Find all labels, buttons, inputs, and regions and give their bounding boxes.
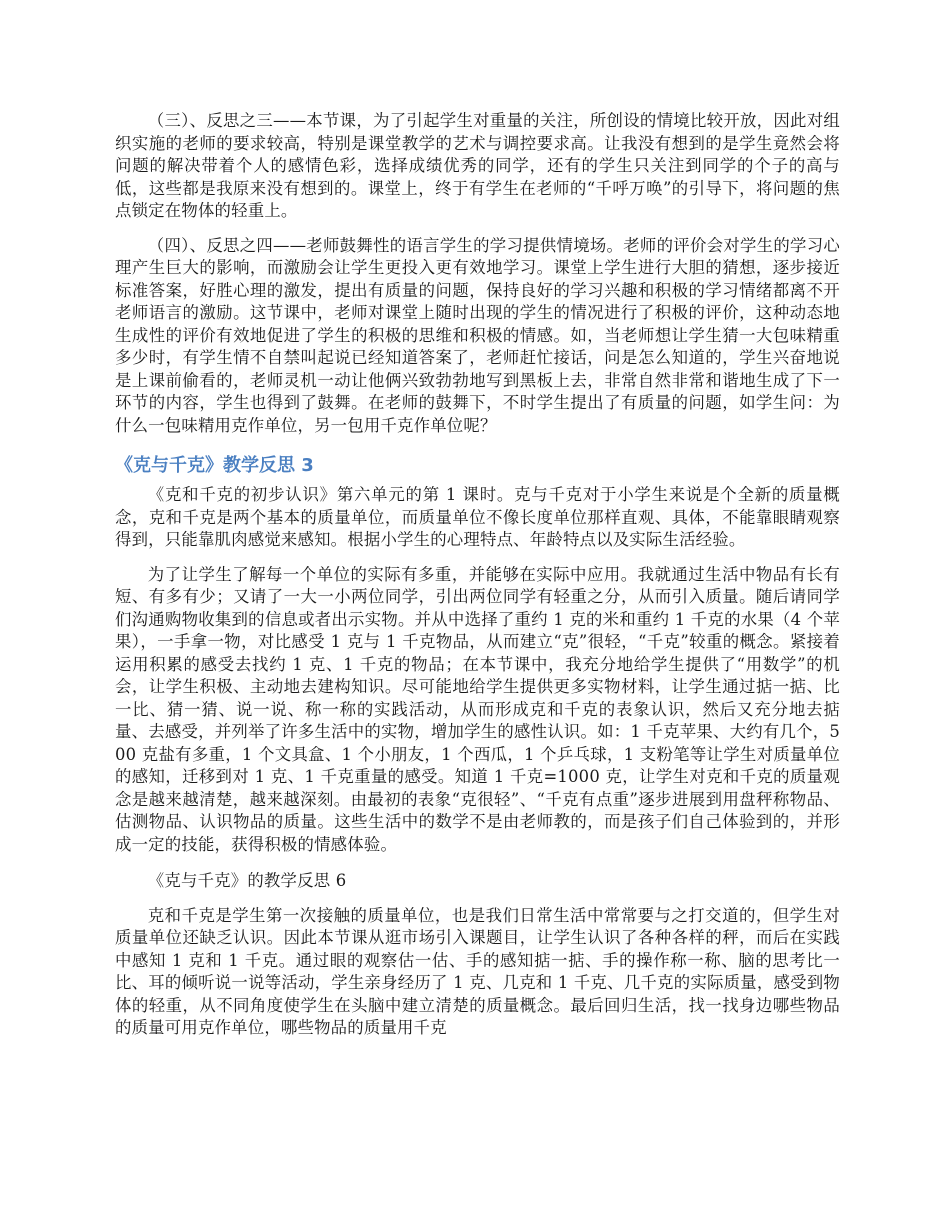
paragraph-reflection-3: （三）、反思之三——本节课，为了引起学生对重量的关注，所创设的情境比较开放，因此对组织实施的老师的要求较高，特别是课堂教学的艺术与调控要求高。让我没有想到的是学生竟然会将问题的解决带着个人的感情色彩，选择成绩优秀的同学，还有的学生只关注到同学的个子的高与低，这些都是我原来没有想到的。课堂上，终于有学生在老师的“千呼万唤”的引导下，将问题的焦点锁定在物体的轻重上。 — [115, 111, 840, 220]
paragraph-intro: 《克和千克的初步认识》第六单元的第 1 课时。克与千克对于小学生来说是个全新的质量概念，克和千克是两个基本的质量单位，而质量单位不像长度单位那样直观、具体，不能靠眼睛观察得到，只能靠肌肉感觉来感知。根据小学生的心理特点、年龄特点以及实际生活经验。 — [115, 485, 840, 549]
paragraph-last: 克和千克是学生第一次接触的质量单位，也是我们日常生活中常常要与之打交道的，但学生对质量单位还缺乏认识。因此本节课从逛市场引入课题目，让学生认识了各种各样的秤，而后在实践中感知 1 克和 1 千克。通过眼的观察估一估、手的感知掂一掂、手的操作称一称、脑的思考比一比、耳的倾听说一说等活动，学生亲身经历了 1 克、几克和 1 千克、几千克的实际质量，感受到物体的轻重，从不同角度使学生在头脑中建立清楚的质量概念。最后回归生活，找一找身边哪些物品的质量可用克作单位，哪些物品的质量用千克 — [115, 905, 840, 1037]
subtitle-reflection-6: 《克与千克》的教学反思 6 — [147, 871, 347, 890]
paragraph-practice: 为了让学生了解每一个单位的实际有多重，并能够在实际中应用。我就通过生活中物品有长有短、有多有少；又请了一大一小两位同学，引出两位同学有轻重之分，从而引入质量。随后请同学们沟通购物收集到的信息或者出示实物。并从中选择了重约 1 克的米和重约 1 千克的水果（4 个苹果），一手拿一物，对比感受 1 克与 1 千克物品，从而建立“克”很轻，“千克”较重的概念。紧接着运用积累的感受去找约 1 克、1 千克的物品；在本节课中，我充分地给学生提供了“用数学”的机会，让学生积极、主动地去建构知识。尽可能地给学生提供更多实物材料，让学生通过掂一掂、比一比、猜一猜、说一说、称一称的实践活动，从而形成克和千克的表象认识，然后又充分地去掂量、去感受，并列举了许多生活中的实物，增加学生的感性认识。如：1 千克苹果、大约有几个，500 克盐有多重，1 个文具盒、1 个小朋友，1 个西瓜，1 个乒乓球，1 支粉笔等让学生对质量单位的感知，迁移到对 1 克、1 千克重量的感受。知道 1 千克=1000 克，让学生对克和千克的质量观念是越来越清楚，越来越深刻。由最初的表象“克很轻”、“千克有点重”逐步进展到用盘秤称物品、估测物品、认识物品的质量。这些生活中的数学不是由老师教的，而是孩子们自己体验到的，并形成一定的技能，获得积极的情感体验。 — [115, 564, 840, 854]
paragraph-reflection-4: （四）、反思之四——老师鼓舞性的语言学生的学习提供情境场。老师的评价会对学生的学习心理产生巨大的影响，而激励会让学生更投入更有效地学习。课堂上学生进行大胆的猜想，逐步接近标准答案，好胜心理的激发，提出有质量的问题，保持良好的学习兴趣和积极的学习情绪都离不开老师语言的激励。这节课中，老师对课堂上随时出现的学生的情况进行了积极的评价，这种动态地生成性的评价有效地促进了学生的积极的思维和积极的情感。如，当老师想让学生猜一大包味精重多少时，有学生情不自禁叫起说已经知道答案了，老师赶忙接话，问是怎么知道的，学生兴奋地说是上课前偷看的，老师灵机一动让他俩兴致勃勃地写到黑板上去，非常自然非常和谐地生成了下一环节的内容，学生也得到了鼓舞。在老师的鼓舞下，不时学生提出了有质量的问题，如学生问：为什么一包味精用克作单位，另一包用千克作单位呢？ — [115, 235, 840, 435]
document-page — [115, 110, 840, 1040]
section-heading: 《克与千克》教学反思 3 — [115, 455, 314, 476]
